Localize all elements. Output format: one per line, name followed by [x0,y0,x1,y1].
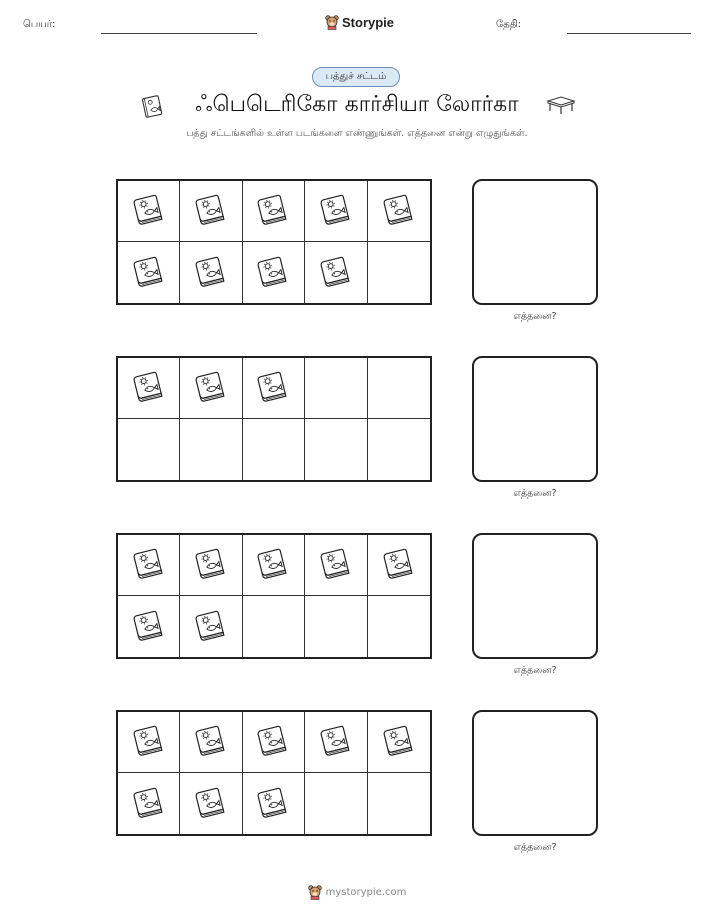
book-with-fish-icon [253,720,293,764]
ten-frame-cell [118,419,180,480]
ten-frame-cell [118,773,180,834]
ten-frame-cell [118,242,180,303]
name-label: பெயர்: [23,19,56,30]
book-with-fish-icon [316,251,356,295]
ten-frame-cell [368,773,430,834]
ten-frame [116,356,432,482]
ten-frame-cell [368,596,430,657]
book-with-fish-icon [129,189,169,233]
ten-frame-cell [118,181,180,242]
book-with-fish-icon [379,189,419,233]
ten-frame-cell [368,358,430,419]
ten-frame-row [0,356,714,516]
brand-logo [325,14,394,30]
how-many-label: எத்தனை? [513,488,557,499]
ten-frame-cell [305,535,367,596]
book-with-fish-icon [379,720,419,764]
ten-frame-cell [305,596,367,657]
ten-frame-cell [243,773,305,834]
ten-frame-cell [368,242,430,303]
book-with-fish-icon [253,189,293,233]
ten-frame-cell [368,181,430,242]
how-many-label: எத்தனை? [513,665,557,676]
ten-frame-cell [180,596,242,657]
ten-frame-cell [305,242,367,303]
ten-frame-cell [180,419,242,480]
ten-frame-row [0,710,714,870]
ten-frame-cell [243,596,305,657]
ten-frame [116,533,432,659]
book-with-fish-icon [316,543,356,587]
ten-frame-cell [305,358,367,419]
ten-frame-cell [180,712,242,773]
book-with-fish-icon [129,782,169,826]
answer-box[interactable] [472,533,598,659]
book-with-fish-icon [191,782,231,826]
ten-frame-row [0,533,714,693]
book-with-fish-icon [191,366,231,410]
worksheet-title: ஃபெடெரிகோ கார்சியா லோர்கா [195,92,519,117]
how-many-label: எத்தனை? [513,311,557,322]
date-line[interactable] [567,33,691,34]
ten-frame-cell [243,712,305,773]
ten-frame-cell [180,181,242,242]
book-with-fish-icon [129,605,169,649]
ten-frame-cell [305,181,367,242]
footer-url: mystorypie.com [325,886,407,898]
book-with-fish-icon [316,720,356,764]
ten-frame-cell [180,773,242,834]
book-with-fish-icon [253,366,293,410]
book-with-fish-icon [253,782,293,826]
bear-icon [325,14,339,30]
ten-frame-cell [118,596,180,657]
book-with-fish-icon [129,366,169,410]
ten-frame-row [0,179,714,339]
ten-frame-cell [118,712,180,773]
ten-frame-cell [305,773,367,834]
book-with-fish-icon [191,189,231,233]
date-label: தேதி: [496,19,522,30]
ten-frame [116,179,432,305]
ten-frame-cell [243,419,305,480]
ten-frame-cell [305,712,367,773]
table-icon [545,94,577,116]
name-line[interactable] [101,33,257,34]
ten-frame-cell [180,242,242,303]
book-with-fish-icon [253,251,293,295]
bear-icon [308,884,322,900]
ten-frame-cell [180,535,242,596]
ten-frame-cell [368,712,430,773]
ten-frame-cell [118,358,180,419]
answer-box[interactable] [472,179,598,305]
book-with-fish-icon [191,543,231,587]
book-with-fish-icon [191,720,231,764]
answer-box[interactable] [472,710,598,836]
book-with-fish-icon [129,251,169,295]
ten-frame-cell [243,242,305,303]
book-with-fish-icon [253,543,293,587]
book-with-fish-icon [129,720,169,764]
brand-name: Storypie [342,14,395,30]
ten-frame-cell [243,358,305,419]
ten-frame-cell [180,358,242,419]
ten-frame-cell [243,181,305,242]
ten-frame-cell [368,419,430,480]
ten-frame-cell [118,535,180,596]
how-many-label: எத்தனை? [513,842,557,853]
book-with-fish-icon [191,251,231,295]
book-with-fish-icon [316,189,356,233]
footer [0,884,714,900]
book-with-fish-icon [129,543,169,587]
ten-frame [116,710,432,836]
answer-box[interactable] [472,356,598,482]
ten-frame-cell [243,535,305,596]
ten-frame-cell [305,419,367,480]
book-with-fish-icon [191,605,231,649]
instructions: பத்து சட்டங்களில் உள்ள படங்களை எண்ணுங்கள். எத்தனை என்று எழுதுங்கள். [186,128,528,139]
worksheet-type-badge: பத்துச் சட்டம் [312,67,400,87]
book-with-fish-icon [379,543,419,587]
ten-frame-cell [368,535,430,596]
